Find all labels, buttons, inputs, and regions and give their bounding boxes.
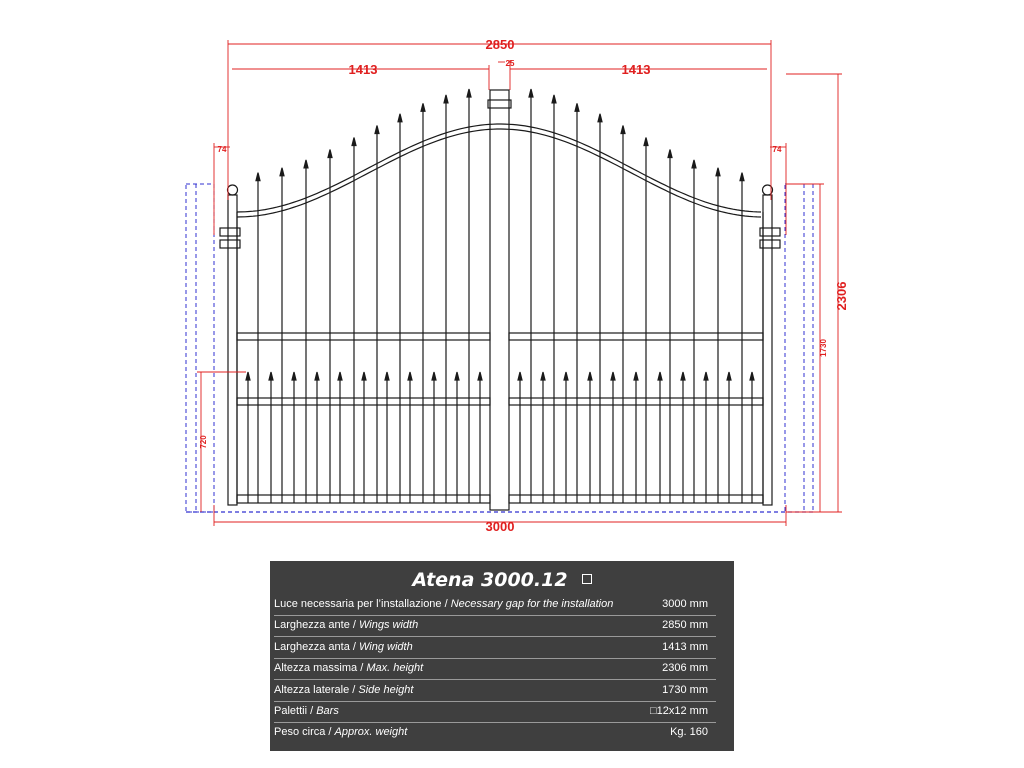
spec-row — [270, 594, 734, 615]
tall-bar-spear — [740, 173, 744, 181]
dim-offset-left: 74 — [217, 145, 227, 154]
spec-row-label-separator: / — [357, 662, 367, 675]
spec-row-label-separator: / — [307, 705, 317, 717]
tall-bar-spear — [352, 138, 356, 146]
short-bar-spear — [541, 372, 545, 380]
spec-row-label-it: Larghezza anta — [274, 640, 350, 653]
column-outlines — [186, 184, 813, 512]
short-bar-spear — [681, 372, 685, 380]
center-post-cap — [488, 100, 511, 108]
right-rail-1 — [509, 333, 763, 340]
right-post — [763, 195, 772, 505]
dim-side-height: 1730 — [819, 339, 828, 357]
spec-row-label — [274, 680, 413, 701]
short-bar-spear — [315, 372, 319, 380]
spec-row-value: 2306 mm — [662, 662, 708, 675]
short-bar-spear — [338, 372, 342, 380]
short-bar-spear — [658, 372, 662, 380]
spec-row-label-separator: / — [349, 683, 359, 696]
spec-row-label-en: Wing width — [359, 640, 413, 653]
spec-row-label-en: Bars — [316, 705, 339, 717]
tall-bar-spear — [716, 168, 720, 176]
dim-wings-width: 2850 — [485, 37, 515, 52]
spec-row-label-it: Peso circa — [274, 726, 326, 739]
spec-row-value: 3000 mm — [662, 598, 708, 610]
arched-top-rail-lower — [237, 129, 761, 217]
short-bar-spear — [704, 372, 708, 380]
spec-row-label-en: Max. height — [366, 662, 424, 675]
spec-row-value: 2850 mm — [662, 619, 708, 632]
spec-row-label-it: Altezza massima — [274, 662, 358, 675]
spec-row-label — [274, 722, 407, 743]
spec-row-label-it: Palettii — [274, 705, 308, 717]
tall-bar-spear — [575, 103, 579, 111]
dim-wing-right: 1413 — [621, 62, 651, 77]
spec-row-label — [274, 615, 418, 636]
tall-bar-spear — [644, 138, 648, 146]
short-bar-spear — [455, 372, 459, 380]
spec-row-label-separator: / — [349, 619, 360, 632]
spec-title-text: Atena 3000.12 — [412, 569, 568, 591]
spec-row-label — [274, 637, 413, 658]
short-bar-spear — [269, 372, 273, 380]
dim-offset-right: 74 — [772, 145, 782, 154]
short-bar-spear — [362, 372, 366, 380]
spec-row-label-en: Wings width — [359, 619, 419, 632]
short-bar-spear — [518, 372, 522, 380]
spec-row — [270, 637, 734, 658]
left-post-knob — [228, 185, 238, 195]
spec-row-label-it: Luce necessaria per l’installazione — [274, 598, 442, 610]
tall-bar-spear — [467, 89, 471, 97]
short-bar-spear — [727, 372, 731, 380]
short-bar-spear — [408, 372, 412, 380]
dim-max-height: 2306 — [834, 281, 849, 311]
short-bar-spear — [432, 372, 436, 380]
spec-row-label-separator: / — [441, 598, 451, 610]
tall-bar-spear — [552, 95, 556, 103]
spec-row-label — [274, 594, 613, 615]
spec-row-value: 1413 mm — [662, 640, 708, 653]
tall-bar-spear — [328, 150, 332, 158]
spec-row-label-it: Altezza laterale — [274, 683, 350, 696]
short-bar-spear — [478, 372, 482, 380]
short-bar-spear — [564, 372, 568, 380]
tall-bar-spear — [421, 103, 425, 111]
dim-total-gap: 3000 — [485, 519, 515, 534]
short-bar-spear — [385, 372, 389, 380]
dim-center-post: 25 — [505, 59, 515, 68]
short-bar-spear — [588, 372, 592, 380]
left-post — [228, 195, 237, 505]
spec-title — [270, 569, 734, 591]
spec-row-label-it: Larghezza ante — [274, 619, 350, 632]
spec-row-value: Kg. 160 — [670, 726, 708, 739]
tall-bar-spear — [621, 126, 625, 134]
short-bar-spear — [611, 372, 615, 380]
spec-row-label — [274, 701, 339, 722]
spec-row-label-separator: / — [349, 640, 360, 653]
tall-bar-spear — [280, 168, 284, 176]
spec-row-label-en: Side height — [358, 683, 414, 696]
left-rail-1 — [237, 333, 490, 340]
tall-bar-spear — [529, 89, 533, 97]
spec-row — [270, 701, 734, 722]
spec-row — [270, 722, 734, 743]
tall-bar-spear — [256, 173, 260, 181]
short-bar-spear — [750, 372, 754, 380]
center-post — [490, 90, 509, 510]
spec-panel — [270, 561, 734, 751]
spec-row-value: □12x12 mm — [650, 705, 708, 717]
spec-row — [270, 680, 734, 701]
spec-row-label-en: Approx. weight — [334, 726, 408, 739]
spec-row — [270, 658, 734, 679]
spec-row-label-en: Necessary gap for the installation — [450, 598, 614, 610]
dim-lower-height: 720 — [199, 435, 208, 449]
tall-bar-spear — [598, 114, 602, 122]
short-bar-spear — [634, 372, 638, 380]
short-bar-spear — [292, 372, 296, 380]
tall-bar-spear — [668, 150, 672, 158]
gate-structure — [186, 89, 813, 512]
tall-bar-spear — [692, 160, 696, 168]
tall-bar-spear — [444, 95, 448, 103]
square-icon — [582, 574, 592, 584]
short-bar-spear — [246, 372, 250, 380]
spec-row-label-separator: / — [325, 726, 335, 739]
tall-bar-spear — [304, 160, 308, 168]
tall-bar-spear — [375, 126, 379, 134]
spec-row — [270, 615, 734, 636]
spec-row-label — [274, 658, 423, 679]
tall-bar-spear — [398, 114, 402, 122]
dim-wing-left: 1413 — [348, 62, 378, 77]
spec-row-value: 1730 mm — [662, 683, 708, 696]
